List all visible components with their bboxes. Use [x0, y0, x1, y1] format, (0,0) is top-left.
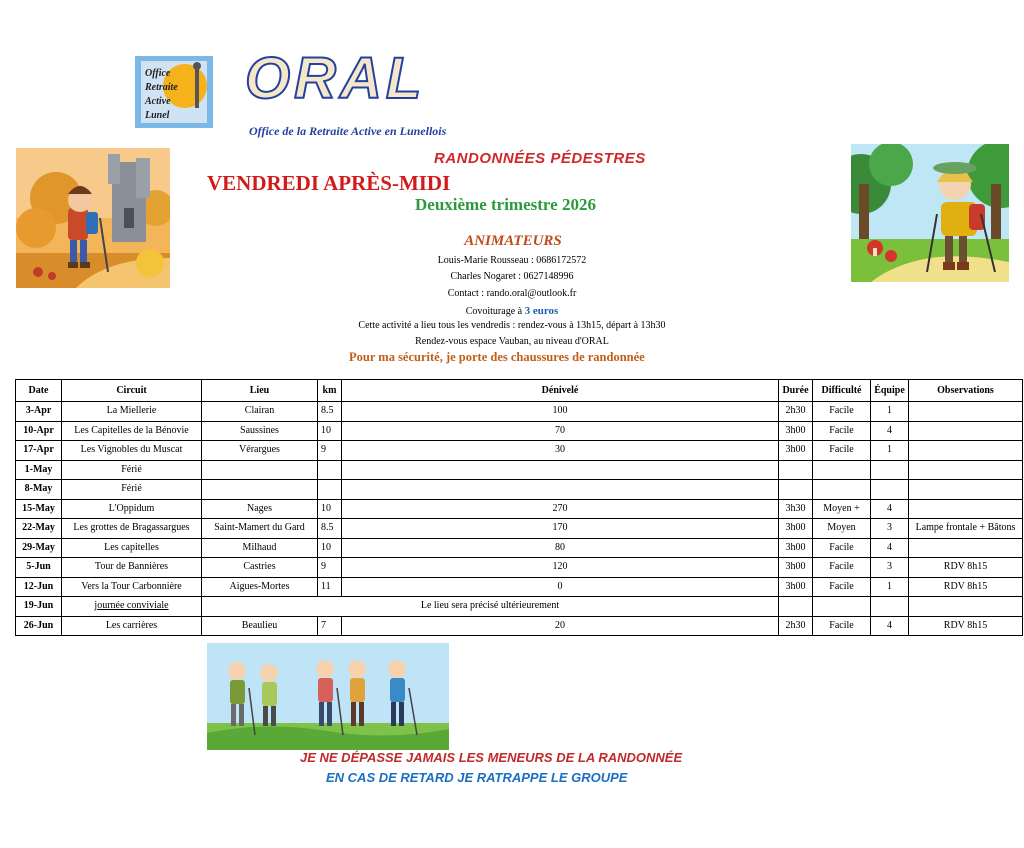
cell-difficulte — [813, 480, 871, 500]
cell-equipe: 3 — [871, 519, 909, 539]
cell-circuit: Vers la Tour Carbonnière — [62, 577, 202, 597]
cell-denivele: 270 — [342, 499, 779, 519]
animateurs-heading: ANIMATEURS — [464, 233, 562, 249]
cell-observations — [909, 597, 1023, 617]
cell-observations — [909, 499, 1023, 519]
cell-lieu: Aigues-Mortes — [202, 577, 318, 597]
cell-observations — [909, 441, 1023, 461]
cell-circuit: L'Oppidum — [62, 499, 202, 519]
cell-circuit: Les Capitelles de la Bénovie — [62, 421, 202, 441]
cell-denivele: 20 — [342, 616, 779, 636]
cell-km: 10 — [318, 499, 342, 519]
schedule-table — [15, 379, 1023, 636]
cell-circuit: Férié — [62, 460, 202, 480]
svg-text:Retraite: Retraite — [145, 82, 178, 93]
cell-denivele: 100 — [342, 402, 779, 422]
cell-observations: RDV 8h15 — [909, 616, 1023, 636]
cell-equipe: 1 — [871, 441, 909, 461]
cell-equipe: 4 — [871, 616, 909, 636]
cell-km: 8.5 — [318, 402, 342, 422]
covoiturage-amount: 3 euros — [524, 305, 559, 317]
cell-duree: 3h00 — [779, 558, 813, 578]
svg-text:Lunel: Lunel — [145, 110, 170, 121]
table-row — [16, 558, 1023, 578]
cell-observations: RDV 8h15 — [909, 558, 1023, 578]
cell-lieu: Castries — [202, 558, 318, 578]
cell-denivele — [342, 460, 779, 480]
cell-difficulte: Facile — [813, 402, 871, 422]
cell-difficulte — [813, 460, 871, 480]
horaires-line: Cette activité a lieu tous les vendredis : rendez-vous à 13h15, départ à 13h30 — [358, 320, 666, 331]
table-row — [16, 499, 1023, 519]
cell-observations — [909, 421, 1023, 441]
header-date: Date — [16, 380, 62, 402]
cell-equipe: 1 — [871, 402, 909, 422]
cell-date: 26-Jun — [16, 616, 62, 636]
cell-denivele: 80 — [342, 538, 779, 558]
cell-km: 8.5 — [318, 519, 342, 539]
cell-duree: 2h30 — [779, 402, 813, 422]
header-difficulte: Difficulté — [813, 380, 871, 402]
cell-date: 22-May — [16, 519, 62, 539]
table-row — [16, 616, 1023, 636]
cell-km — [318, 460, 342, 480]
cell-date: 1-May — [16, 460, 62, 480]
cell-duree: 3h00 — [779, 421, 813, 441]
cell-duree — [779, 597, 813, 617]
animateur-2: Charles Nogaret : 0627148996 — [450, 271, 574, 282]
cell-denivele: 70 — [342, 421, 779, 441]
cell-denivele — [342, 480, 779, 500]
table-row — [16, 441, 1023, 461]
cell-lieu: Clairan — [202, 402, 318, 422]
cell-difficulte: Moyen + — [813, 499, 871, 519]
cell-km — [318, 480, 342, 500]
cell-duree: 3h00 — [779, 441, 813, 461]
cell-date: 3-Apr — [16, 402, 62, 422]
svg-text:Office: Office — [145, 68, 171, 79]
table-header-row — [16, 380, 1023, 402]
cell-km: 9 — [318, 558, 342, 578]
cell-circuit: La Miellerie — [62, 402, 202, 422]
cell-difficulte: Facile — [813, 577, 871, 597]
hikers-group-illustration — [207, 643, 449, 750]
header-lieu: Lieu — [202, 380, 318, 402]
cell-duree: 3h30 — [779, 499, 813, 519]
cell-equipe: 1 — [871, 577, 909, 597]
animateur-1: Louis-Marie Rousseau : 0686172572 — [437, 255, 587, 266]
warning-line-2: EN CAS DE RETARD JE RATRAPPE LE GROUPE — [326, 770, 628, 785]
logo-title: ORAL — [245, 46, 426, 111]
cell-lieu: Beaulieu — [202, 616, 318, 636]
cell-difficulte: Facile — [813, 558, 871, 578]
cell-date: 8-May — [16, 480, 62, 500]
cell-duree — [779, 460, 813, 480]
contact-line: Contact : rando.oral@outlook.fr — [447, 288, 577, 299]
cell-equipe: 3 — [871, 558, 909, 578]
cell-km: 9 — [318, 441, 342, 461]
covoiturage-label: Covoiturage à — [465, 306, 523, 317]
cell-lieu: Saussines — [202, 421, 318, 441]
cell-denivele: 30 — [342, 441, 779, 461]
warning-line-1: JE NE DÉPASSE JAMAIS LES MENEURS DE LA RANDONNÉE — [300, 750, 683, 765]
cell-equipe: 4 — [871, 538, 909, 558]
cell-circuit: Les capitelles — [62, 538, 202, 558]
cell-date: 15-May — [16, 499, 62, 519]
svg-text:Active: Active — [145, 96, 171, 107]
logo-image — [135, 56, 213, 128]
table-row — [16, 421, 1023, 441]
cell-observations — [909, 402, 1023, 422]
cell-equipe: 4 — [871, 499, 909, 519]
cell-observations — [909, 480, 1023, 500]
table-row — [16, 480, 1023, 500]
cell-difficulte: Facile — [813, 421, 871, 441]
cell-km: 10 — [318, 538, 342, 558]
table-row — [16, 597, 1023, 617]
table-row — [16, 538, 1023, 558]
cell-circuit: Les Vignobles du Muscat — [62, 441, 202, 461]
covoiturage-line — [0, 305, 1024, 317]
cell-observations — [909, 460, 1023, 480]
cell-denivele: 170 — [342, 519, 779, 539]
cell-circuit: Tour de Bannières — [62, 558, 202, 578]
cell-date: 19-Jun — [16, 597, 62, 617]
cell-lieu: Milhaud — [202, 538, 318, 558]
cell-km: 7 — [318, 616, 342, 636]
table-row — [16, 460, 1023, 480]
cell-difficulte: Facile — [813, 538, 871, 558]
cell-date: 12-Jun — [16, 577, 62, 597]
cell-observations — [909, 538, 1023, 558]
cell-equipe: 4 — [871, 421, 909, 441]
header-denivele: Dénivelé — [342, 380, 779, 402]
cell-lieu — [202, 460, 318, 480]
logo-subtitle: Office de la Retraite Active en Lunellois — [249, 124, 447, 138]
cell-lieu: Nages — [202, 499, 318, 519]
header-equipe: Équipe — [871, 380, 909, 402]
cell-duree: 2h30 — [779, 616, 813, 636]
cell-km: 10 — [318, 421, 342, 441]
cell-circuit: Les carrières — [62, 616, 202, 636]
circuit-link: journée conviviale — [94, 600, 169, 612]
cell-difficulte — [813, 597, 871, 617]
cell-duree: 3h00 — [779, 538, 813, 558]
cell-date: 17-Apr — [16, 441, 62, 461]
cell-observations: Lampe frontale + Bâtons — [909, 519, 1023, 539]
cell-duree — [779, 480, 813, 500]
header-duree: Durée — [779, 380, 813, 402]
cell-date: 29-May — [16, 538, 62, 558]
day-title: VENDREDI APRÈS-MIDI — [207, 171, 451, 195]
cell-duree: 3h00 — [779, 519, 813, 539]
cell-date: 10-Apr — [16, 421, 62, 441]
rdv-line: Rendez-vous espace Vauban, au niveau d'ORAL — [415, 336, 609, 347]
header-km: km — [318, 380, 342, 402]
hiker-castle-illustration — [16, 148, 170, 288]
cell-date: 5-Jun — [16, 558, 62, 578]
header-observations: Observations — [909, 380, 1023, 402]
header-circuit: Circuit — [62, 380, 202, 402]
table-row — [16, 402, 1023, 422]
cell-merged-note: Le lieu sera précisé ultérieurement — [202, 597, 779, 617]
cell-equipe — [871, 480, 909, 500]
cell-denivele: 120 — [342, 558, 779, 578]
cell-equipe — [871, 460, 909, 480]
table-row — [16, 519, 1023, 539]
cell-duree: 3h00 — [779, 577, 813, 597]
cell-difficulte: Facile — [813, 441, 871, 461]
cell-equipe — [871, 597, 909, 617]
cell-lieu: Vérargues — [202, 441, 318, 461]
cell-circuit: Férié — [62, 480, 202, 500]
cell-difficulte: Facile — [813, 616, 871, 636]
cell-circuit: Les grottes de Bragassargues — [62, 519, 202, 539]
trimestre-title: Deuxième trimestre 2026 — [415, 195, 596, 214]
securite-line: Pour ma sécurité, je porte des chaussures de randonnée — [349, 350, 645, 364]
cell-observations: RDV 8h15 — [909, 577, 1023, 597]
cell-lieu — [202, 480, 318, 500]
cell-km: 11 — [318, 577, 342, 597]
rando-title: RANDONNÉES PÉDESTRES — [434, 150, 646, 167]
cell-denivele: 0 — [342, 577, 779, 597]
cell-lieu: Saint-Mamert du Gard — [202, 519, 318, 539]
cell-circuit — [62, 597, 202, 617]
cell-difficulte: Moyen — [813, 519, 871, 539]
table-row — [16, 577, 1023, 597]
